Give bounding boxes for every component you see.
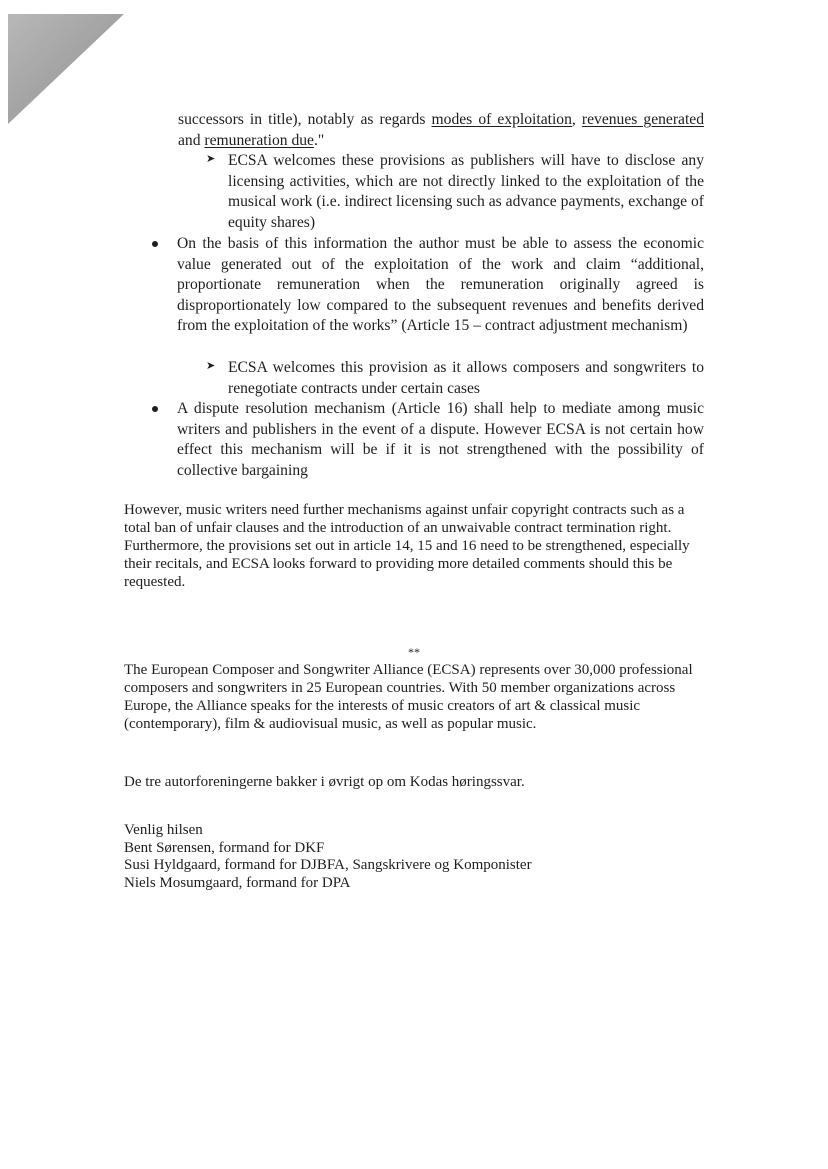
paragraph-ecsa-about: The European Composer and Songwriter Alliance (ECSA) represents over 30,000 professional composers and songwriters in 25 European countries. With 50 member organizations across Europe, the Alliance speaks for the interests of music creators of art & classical music (contemporary), film & audiovisual music, as well as popular music. (124, 662, 693, 732)
bullet-text: A dispute resolution mechanism (Article 16) shall help to mediate among music writers and publishers in the event of a dispute. However ECSA is not certain how effect this mechanism will be if it is not strengthened with the possibility of collective bargaining (177, 400, 704, 479)
signer-line: Niels Mosumgaard, formand for DPA (124, 874, 351, 891)
quote-text: successors in title), notably as regards (178, 111, 432, 128)
arrow-bullet-icon: ➤ (206, 152, 216, 165)
underlined-phrase: modes of exploitation (431, 111, 572, 128)
underlined-phrase: remuneration due (204, 131, 314, 149)
signer-line: Bent Sørensen, formand for DKF (124, 839, 325, 856)
underlined-phrase: revenues generated (581, 111, 705, 128)
sub-bullet-text: ECSA welcomes these provisions as publishers will have to disclose any licensing activities, which are not directly linked to the exploitation of the musical work (i.e. indirect licensing such as advance payments, exchange of equity shares) (228, 152, 704, 231)
bullet-dot-icon (152, 241, 158, 247)
signer-line: Susi Hyldgaard, formand for DJBFA, Sangskrivere og Komponister (124, 857, 532, 874)
quote-continuation (178, 110, 704, 151)
section-separator: ** (408, 645, 420, 659)
bullet-dot-icon (152, 406, 158, 412)
paragraph-koda-support: De tre autorforeningerne bakker i øvrigt op om Kodas høringssvar. (124, 774, 525, 790)
quote-text: and (178, 131, 205, 149)
greeting: Venlig hilsen (124, 822, 203, 838)
arrow-bullet-icon: ➤ (206, 359, 216, 372)
signature-block (124, 822, 532, 892)
paragraph-mechanisms: However, music writers need further mechanisms against unfair copyright contracts such as a total ban of unfair clauses and the introduction of an unwaivable contract termination right. Furthermore, the provisions set out in article 14, 15 and 16 need to be strengthened, especially their recitals, and ECSA looks forward to providing more detailed comments should this be requested. (124, 502, 690, 590)
sub-bullet-text: ECSA welcomes this provision as it allows composers and songwriters to renegotiate contracts under certain cases (228, 359, 704, 397)
bullet-text: On the basis of this information the author must be able to assess the economic value generated out of the exploitation of the work and claim “additional, proportionate remuneration when the remuneration originally agreed is disproportionately low compared to the subsequent revenues and benefits derived from the exploitation of the works” (Article 15 – contract adjustment mechanism) (177, 235, 704, 335)
quote-text: , (571, 111, 582, 128)
quote-text: ." (313, 131, 325, 149)
